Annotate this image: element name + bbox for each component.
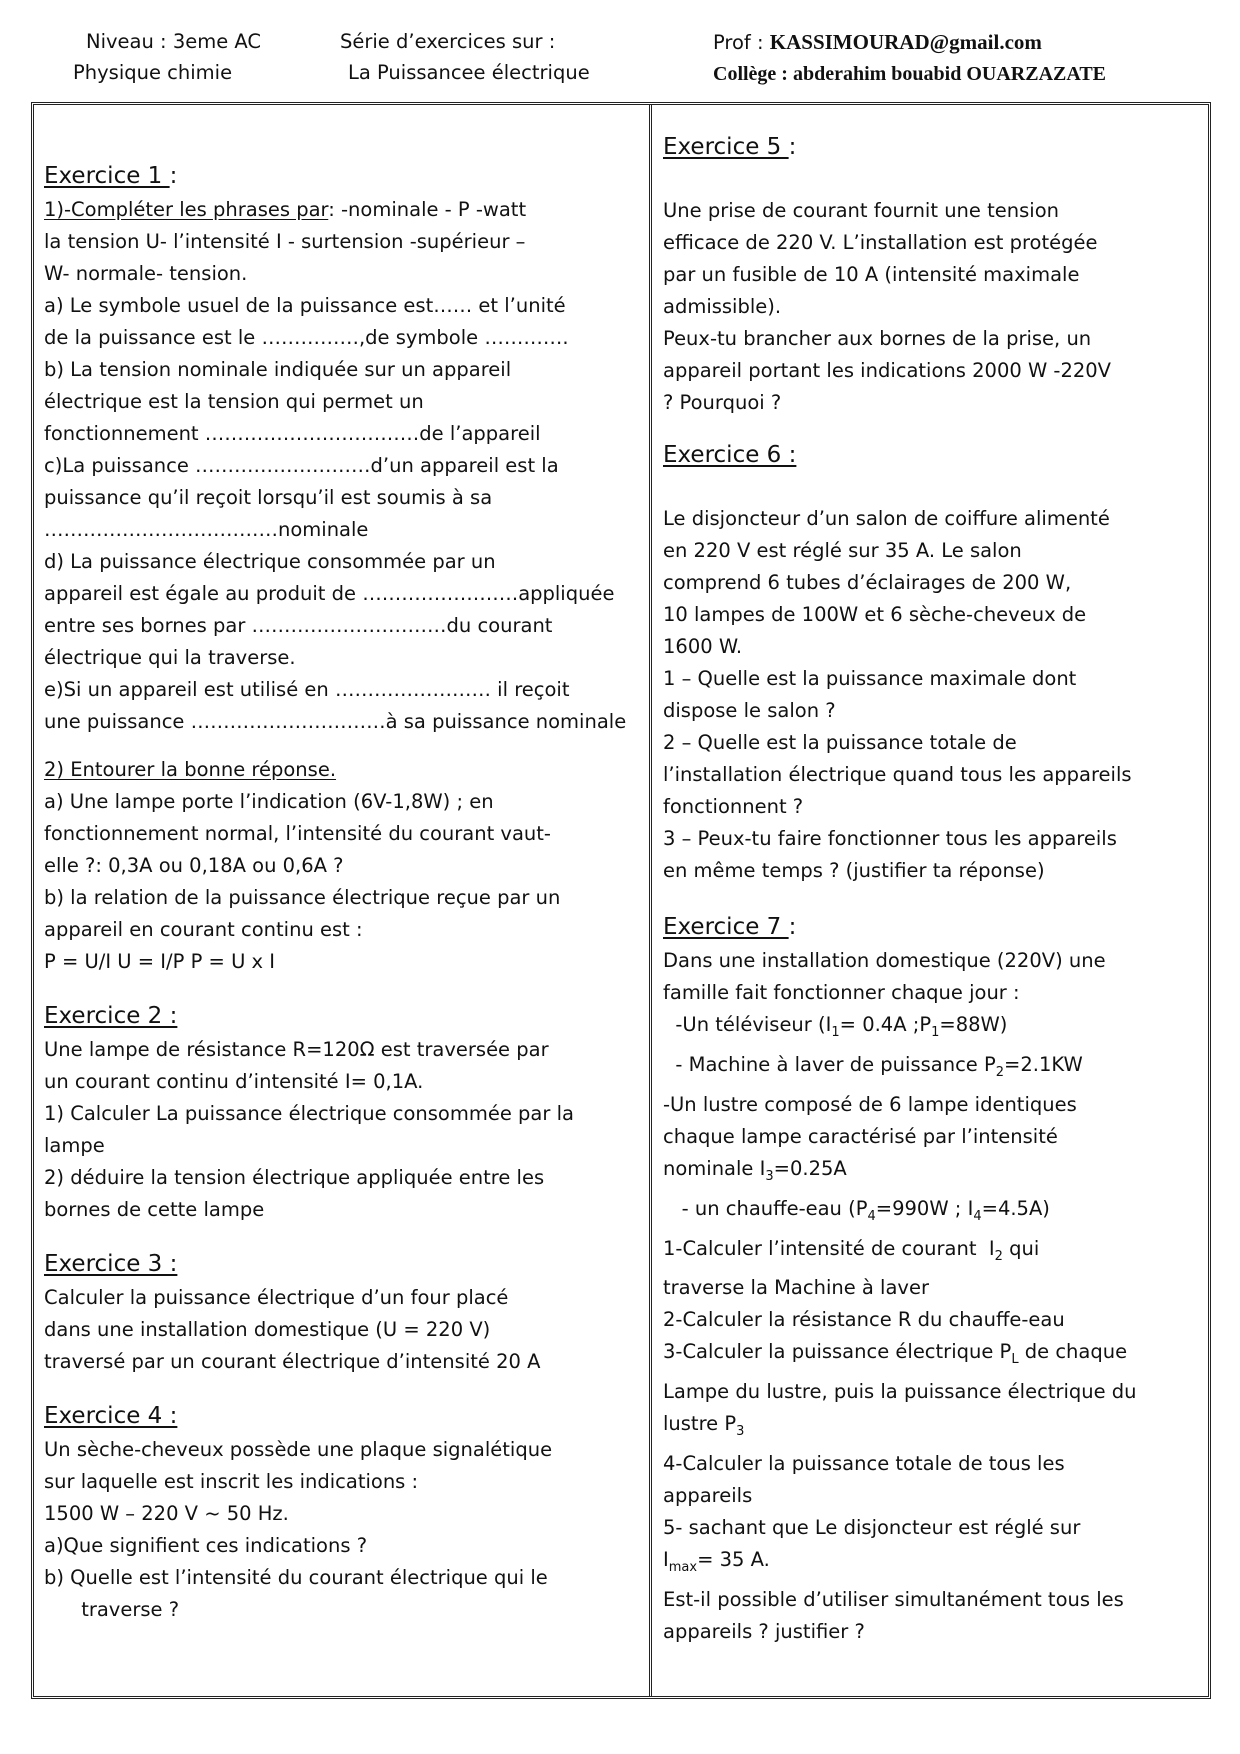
ex7-line: appareils ? justifier ? — [663, 1620, 865, 1644]
ex7-line: -Un lustre composé de 6 lampe identiques — [663, 1092, 1077, 1116]
series-label: Série d’exercices sur : — [340, 30, 556, 53]
ex2-line: 1) Calculer La puissance électrique consommée par la — [44, 1102, 574, 1125]
ex7-line: 1-Calculer l’intensité de courant $I_2$ qui — [663, 1236, 1040, 1264]
ex7-line: 5- sachant que Le disjoncteur est réglé sur — [663, 1516, 1081, 1540]
ex7-line: -Un téléviseur ($I_1= 0.4A$ $;P_1=88W$) — [663, 1013, 1008, 1040]
ex2-line: 2) déduire la tension électrique appliquée entre les — [44, 1166, 545, 1189]
ex1-line: fonctionnement ……………………………de l’appareil — [44, 422, 541, 445]
ex1-line: entre ses bornes par …………………………du courant — [44, 614, 553, 637]
ex7-line: famille fait fonctionner chaque jour : — [663, 981, 1020, 1004]
exercise-7-title: Exercice 7 : — [663, 914, 797, 940]
ex7-line: nominale $I_3=0.25A$ — [663, 1156, 847, 1184]
ex4-line: traverse ? — [44, 1598, 180, 1621]
ex7-line: - Machine à laver de puissance $P_2=2.1KW$ — [663, 1052, 1083, 1080]
ex4-line: 1500 W – 220 V ~ 50 Hz. — [44, 1502, 289, 1525]
teacher-line — [713, 26, 1042, 59]
ex7-line: Lampe du lustre, puis la puissance électrique du — [663, 1380, 1137, 1404]
ex1-line: de la puissance est le ……………,de symbole …………. — [44, 326, 569, 349]
ex6-line: 1600 W. — [663, 635, 743, 658]
ex7-line: Dans une installation domestique (220V) une — [663, 949, 1106, 972]
exercise-5-title: Exercice 5 : — [663, 134, 797, 160]
ex1-line: c)La puissance ………………………d’un appareil est la — [44, 454, 559, 477]
ex7-line: - un chauffe-eau ($P_4=990W$ ; $I_4=4.5A$) — [663, 1196, 1050, 1224]
ex6-line: l’installation électrique quand tous les appareils — [663, 763, 1132, 786]
ex6-line: 10 lampes de 100W et 6 sèche-cheveux de — [663, 603, 1087, 626]
ex1-q2-line: fonctionnement normal, l’intensité du courant vaut- — [44, 822, 551, 845]
college-name: Collège : abderahim bouabid OUARZAZATE — [713, 63, 1107, 85]
ex5-line: Une prise de courant fournit une tension — [663, 199, 1059, 222]
exercise-2-title: Exercice 2 : — [44, 1003, 178, 1029]
ex1-line: électrique est la tension qui permet un — [44, 390, 424, 413]
subject-label: Physique chimie — [73, 61, 233, 84]
ex1-line: b) La tension nominale indiquée sur un appareil — [44, 358, 512, 381]
ex5-line: par un fusible de 10 A (intensité maximale — [663, 263, 1080, 286]
ex6-line: en 220 V est réglé sur 35 A. Le salon — [663, 539, 1022, 562]
ex5-line: admissible). — [663, 295, 782, 318]
ex3-line: Calculer la puissance électrique d’un four placé — [44, 1286, 509, 1309]
exercise-1-q2-head: 2) Entourer la bonne réponse. — [44, 758, 337, 781]
ex4-line: sur laquelle est inscrit les indications : — [44, 1470, 419, 1493]
teacher-email: KASSIMOURAD@gmail.com — [769, 30, 1042, 54]
exercise-4-title: Exercice 4 : — [44, 1403, 178, 1429]
ex7-line: 4-Calculer la puissance totale de tous les — [663, 1452, 1065, 1476]
ex5-line: efficace de 220 V. L’installation est protégée — [663, 231, 1098, 254]
ex6-line: fonctionnent ? — [663, 795, 804, 818]
ex7-line: traverse la Machine à laver — [663, 1276, 929, 1300]
ex1-line: ………………………………nominale — [44, 518, 369, 541]
teacher-label: Prof : — [713, 31, 764, 54]
ex1-q2-line: elle ?: 0,3A ou 0,18A ou 0,6A ? — [44, 854, 344, 877]
ex6-line: 1 – Quelle est la puissance maximale dont — [663, 667, 1077, 690]
ex1-line: électrique qui la traverse. — [44, 646, 296, 669]
left-column — [44, 160, 644, 1626]
ex7-line: appareils — [663, 1484, 753, 1508]
ex1-line: d) La puissance électrique consommée par un — [44, 550, 496, 573]
ex7-line: $I_{max}= 35$ A. — [663, 1548, 770, 1576]
exercise-6-title: Exercice 6 : — [663, 442, 797, 468]
ex7-line: chaque lampe caractérisé par l’intensité — [663, 1124, 1058, 1148]
ex6-line: Le disjoncteur d’un salon de coiffure alimenté — [663, 507, 1110, 530]
ex2-line: un courant continu d’intensité I= 0,1A. — [44, 1070, 424, 1093]
ex3-line: traversé par un courant électrique d’intensité 20 A — [44, 1350, 541, 1373]
ex7-line: 2-Calculer la résistance R du chauffe-eau — [663, 1308, 1065, 1332]
ex2-line: Une lampe de résistance R=120Ω est traversée par — [44, 1038, 549, 1061]
right-column — [663, 131, 1208, 1648]
ex6-line: comprend 6 tubes d’éclairages de 200 W, — [663, 571, 1072, 594]
ex7-line: Est-il possible d’utiliser simultanément tous les — [663, 1588, 1124, 1612]
ex5-line: Peux-tu brancher aux bornes de la prise, un — [663, 327, 1092, 350]
ex1-line: puissance qu’il reçoit lorsqu’il est soumis à sa — [44, 486, 493, 509]
level-label: Niveau : 3eme AC — [86, 30, 262, 53]
ex6-line: 3 – Peux-tu faire fonctionner tous les appareils — [663, 827, 1117, 850]
ex2-line: lampe — [44, 1134, 105, 1157]
ex1-line: une puissance …………………………à sa puissance nominale — [44, 710, 627, 733]
ex1-line: la tension U- l’intensité I - surtension -supérieur – — [44, 230, 526, 253]
ex4-line: a)Que signifient ces indications ? — [44, 1534, 368, 1557]
ex5-line: appareil portant les indications 2000 W -220V — [663, 359, 1112, 382]
ex1-q2-line: a) Une lampe porte l’indication (6V-1,8W) ; en — [44, 790, 494, 813]
ex4-line: b) Quelle est l’intensité du courant électrique qui le — [44, 1566, 548, 1589]
ex1-q2-line: P = U/I U = I/P P = U x I — [44, 950, 276, 973]
ex3-line: dans une installation domestique (U = 220 V) — [44, 1318, 491, 1341]
ex6-line: en même temps ? (justifier ta réponse) — [663, 859, 1045, 882]
ex1-line: W- normale- tension. — [44, 262, 248, 285]
ex1-q2-line: b) la relation de la puissance électrique reçue par un — [44, 886, 561, 909]
column-divider — [649, 104, 652, 1697]
ex2-line: bornes de cette lampe — [44, 1198, 265, 1221]
ex1-line: e)Si un appareil est utilisé en …………………… il reçoit — [44, 678, 570, 701]
ex1-q2-line: appareil en courant continu est : — [44, 918, 363, 941]
ex4-line: Un sèche-cheveux possède une plaque signalétique — [44, 1438, 553, 1461]
exercise-1-title: Exercice 1 : — [44, 163, 178, 189]
ex7-line: 3-Calculer la puissance électrique $P_L$ de chaque — [663, 1340, 1128, 1368]
ex6-line: 2 – Quelle est la puissance totale de — [663, 731, 1017, 754]
ex1-line: a) Le symbole usuel de la puissance est…… et l’unité — [44, 294, 566, 317]
ex6-line: dispose le salon ? — [663, 699, 836, 722]
topic-label: La Puissancee électrique — [348, 61, 590, 84]
ex5-line: ? Pourquoi ? — [663, 391, 782, 414]
exercise-1-q1-head: 1)-Compléter les phrases par: -nominale - P -watt — [44, 198, 527, 221]
ex7-line: lustre $P_3$ — [663, 1412, 745, 1440]
exercise-3-title: Exercice 3 : — [44, 1251, 178, 1277]
ex1-line: appareil est égale au produit de ……………………appliquée — [44, 582, 615, 605]
